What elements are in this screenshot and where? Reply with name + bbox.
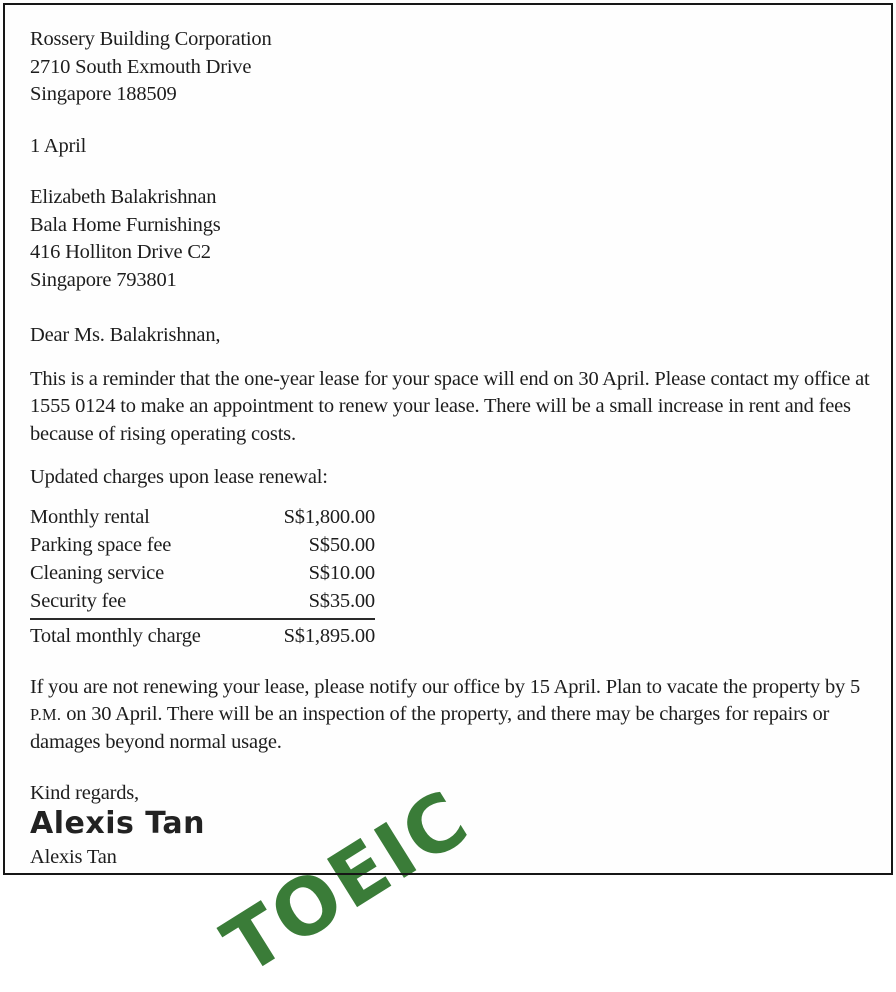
charge-label: Parking space fee [30,533,172,556]
recipient-name: Elizabeth Balakrishnan [30,186,217,208]
recipient-company: Bala Home Furnishings [30,213,221,236]
salutation: Dear Ms. Balakrishnan, [30,324,221,346]
sender-city: Singapore 188509 [30,83,177,105]
charge-label: Cleaning service [30,561,164,584]
paragraph-2-text: If you are not renewing your lease, please notify our office by 15 April. Plan to vacate the property by 5 [30,675,861,698]
charge-amount: S$10.00 [308,561,375,584]
charges-total-row [30,618,375,650]
total-amount: S$1,895.00 [283,624,375,647]
pm-smallcaps: P.M. [30,705,62,724]
typed-name: Alexis Tan [30,845,117,868]
charges-table [30,503,375,650]
paragraph-2-text: on 30 April. There will be an inspection of the property, and there may be charges for repairs or damages beyond normal usage. [30,703,830,753]
letter-date: 1 April [30,134,87,157]
body-paragraph-1: This is a reminder that the one-year lease for your space will end on 30 April. Please contact my office at 1555 0124 to make an appointment to renew your lease. There will be a small increase in rent and fees because of rising operating costs. [30,367,870,445]
charge-row [30,503,375,531]
recipient-street: 416 Holliton Drive C2 [30,241,211,263]
total-label: Total monthly charge [30,624,201,647]
charge-row [30,559,375,587]
charges-intro: Updated charges upon lease renewal: [30,466,328,488]
charge-amount: S$35.00 [308,589,375,612]
charge-row [30,587,375,615]
sender-street: 2710 South Exmouth Drive [30,55,252,78]
recipient-address-block [30,184,872,294]
toeic-watermark: TOEIC [208,773,485,992]
charge-label: Monthly rental [30,505,150,528]
sender-name: Rossery Building Corporation [30,28,272,50]
charge-row [30,531,375,559]
handwritten-signature: Alexis Tan [30,805,205,841]
recipient-city: Singapore 793801 [30,268,177,291]
sender-address-block [30,26,872,109]
charge-amount: S$50.00 [308,533,375,556]
letter-content [30,26,872,871]
charge-label: Security fee [30,589,127,612]
closing-line: Kind regards, [30,782,139,804]
body-paragraph-2 [30,674,872,757]
charge-amount: S$1,800.00 [283,505,375,528]
